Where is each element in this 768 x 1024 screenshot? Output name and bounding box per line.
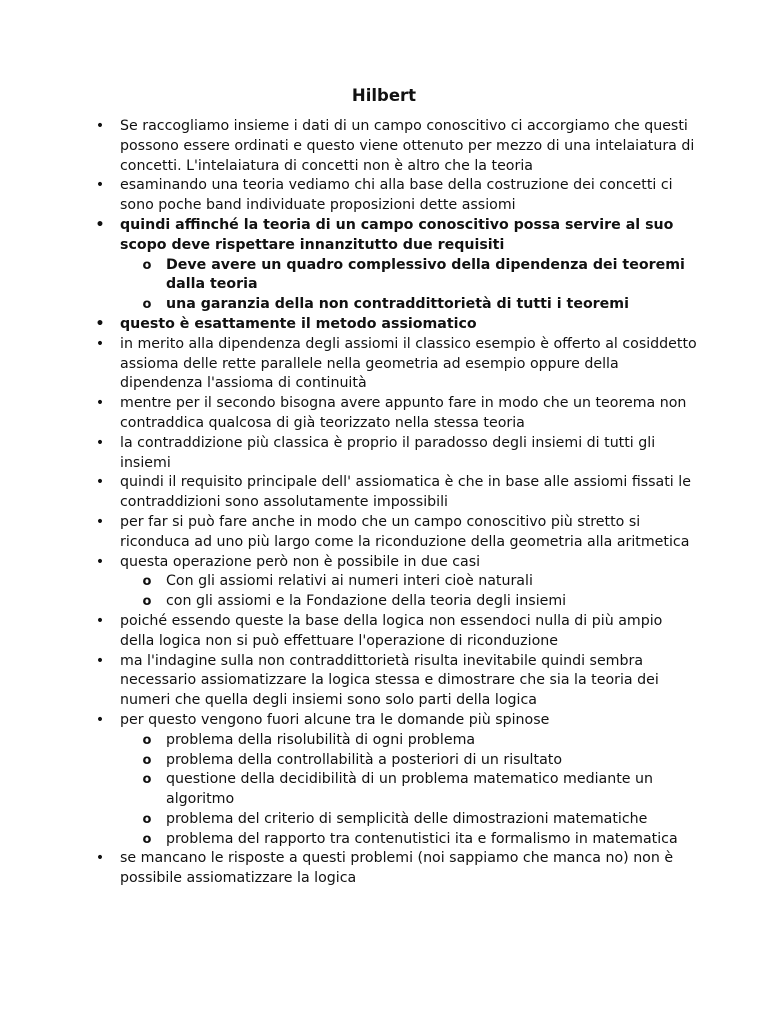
bullet-icon (93, 434, 107, 454)
bullet-icon (93, 117, 107, 137)
bullet-icon (93, 335, 107, 355)
list-item-text: questa operazione però non è possibile in due casi (120, 553, 481, 570)
list-item (0, 176, 700, 216)
list-item-text: esaminando una teoria vediamo chi alla base della costruzione dei concetti ci sono poche band individuate proposizioni dette assiomi (120, 177, 673, 214)
bullet-icon (93, 711, 107, 731)
sub-list-item-text: Con gli assiomi relativi ai numeri interi cioè naturali (166, 573, 533, 590)
circle-bullet-icon (140, 830, 154, 850)
circle-bullet-icon (140, 592, 154, 612)
bullet-list (0, 117, 768, 889)
document-title: Hilbert (351, 86, 417, 105)
list-item-text: in merito alla dipendenza degli assiomi il classico esempio è offerto al cosiddetto assioma delle rette parallele nella geometria ad esempio oppure della dipendenza l'assioma di continuità (120, 335, 697, 392)
sub-list-item (0, 751, 700, 771)
bullet-icon (93, 473, 107, 493)
circle-bullet-icon (140, 770, 154, 790)
sub-list-item (0, 295, 700, 315)
list-item (0, 513, 700, 553)
sub-list-item-text: con gli assiomi e la Fondazione della teoria degli insiemi (166, 593, 567, 610)
list-item-text: quindi il requisito principale dell' assiomatica è che in base alle assiomi fissati le contraddizioni sono assolutamente impossibili (120, 474, 691, 511)
list-item-text: mentre per il secondo bisogna avere appunto fare in modo che un teorema non contraddica qualcosa di già teorizzato nella stessa teoria (120, 395, 687, 431)
list-item-text: Se raccogliamo insieme i dati di un campo conoscitivo ci accorgiamo che questi possono essere ordinati e questo viene ottenuto per mezzo di una intelaiatura di concetti. L'intelaiatura di concetti non è altro che la teoria (120, 118, 695, 174)
sub-list-item-text: problema della controllabilità a posteriori di un risultato (166, 751, 563, 768)
list-item-text: per questo vengono fuori alcune tra le domande più spinose (120, 711, 550, 728)
sub-list-item (0, 770, 700, 810)
list-item (0, 117, 700, 176)
list-item (0, 711, 700, 731)
bullet-icon (93, 553, 107, 573)
sub-list-item (0, 810, 700, 830)
list-item-text: poiché essendo queste la base della logica non essendoci nulla di più ampio della logica non si può effettuare l'operazione di riconduzione (120, 612, 663, 649)
circle-bullet-icon (140, 731, 154, 751)
sub-list-item (0, 731, 700, 751)
bullet-icon (93, 513, 107, 533)
bullet-icon (93, 652, 107, 672)
sub-list-item (0, 572, 700, 592)
list-item (0, 849, 700, 889)
circle-bullet-icon (140, 810, 154, 830)
circle-bullet-icon (140, 572, 154, 592)
circle-bullet-icon (140, 751, 154, 771)
sub-list-item (0, 830, 700, 850)
list-item (0, 434, 700, 474)
list-item (0, 612, 700, 652)
sub-list-item-text: problema della risolubilità di ogni problema (166, 731, 476, 748)
bullet-icon (93, 216, 107, 236)
sub-list-item-text: questione della decidibilità di un problema matematico mediante un algoritmo (166, 771, 654, 808)
bullet-icon (93, 394, 107, 414)
list-item (0, 553, 700, 573)
list-item-text: ma l'indagine sulla non contraddittorietà risulta inevitabile quindi sembra necessario assiomatizzare la logica stessa e dimostrare che sia la teoria dei numeri che quella degli insiemi sono solo parti della logica (120, 652, 659, 709)
bullet-icon (93, 612, 107, 632)
sub-list-item (0, 256, 700, 296)
sub-list-item-text: problema del criterio di semplicità delle dimostrazioni matematiche (166, 810, 648, 827)
list-item (0, 473, 700, 513)
sub-list-item-text: una garanzia della non contraddittorietà di tutti i teoremi (166, 296, 629, 313)
list-item-text: la contraddizione più classica è proprio il paradosso degli insiemi di tutti gli insiemi (120, 434, 656, 471)
list-item-text: questo è esattamente il metodo assiomatico (120, 315, 477, 332)
list-item (0, 652, 700, 711)
circle-bullet-icon (140, 256, 154, 276)
sub-list-item-text: Deve avere un quadro complessivo della dipendenza dei teoremi dalla teoria (166, 256, 685, 293)
list-item (0, 216, 700, 256)
bullet-icon (93, 849, 107, 869)
bullet-icon (93, 176, 107, 196)
circle-bullet-icon (140, 295, 154, 315)
sub-list-item (0, 592, 700, 612)
sub-list-item-text: problema del rapporto tra contenutistici ita e formalismo in matematica (166, 830, 678, 847)
list-item-text: quindi affinché la teoria di un campo conoscitivo possa servire al suo scopo deve rispettare innanzitutto due requisiti (120, 216, 674, 253)
list-item (0, 315, 700, 335)
list-item (0, 335, 700, 394)
list-item-text: se mancano le risposte a questi problemi (noi sappiamo che manca no) non è possibile assiomatizzare la logica (120, 850, 674, 887)
bullet-icon (93, 315, 107, 335)
list-item-text: per far si può fare anche in modo che un campo conoscitivo più stretto si riconduca ad uno più largo come la riconduzione della geometria alla aritmetica (120, 513, 690, 550)
list-item (0, 394, 700, 434)
